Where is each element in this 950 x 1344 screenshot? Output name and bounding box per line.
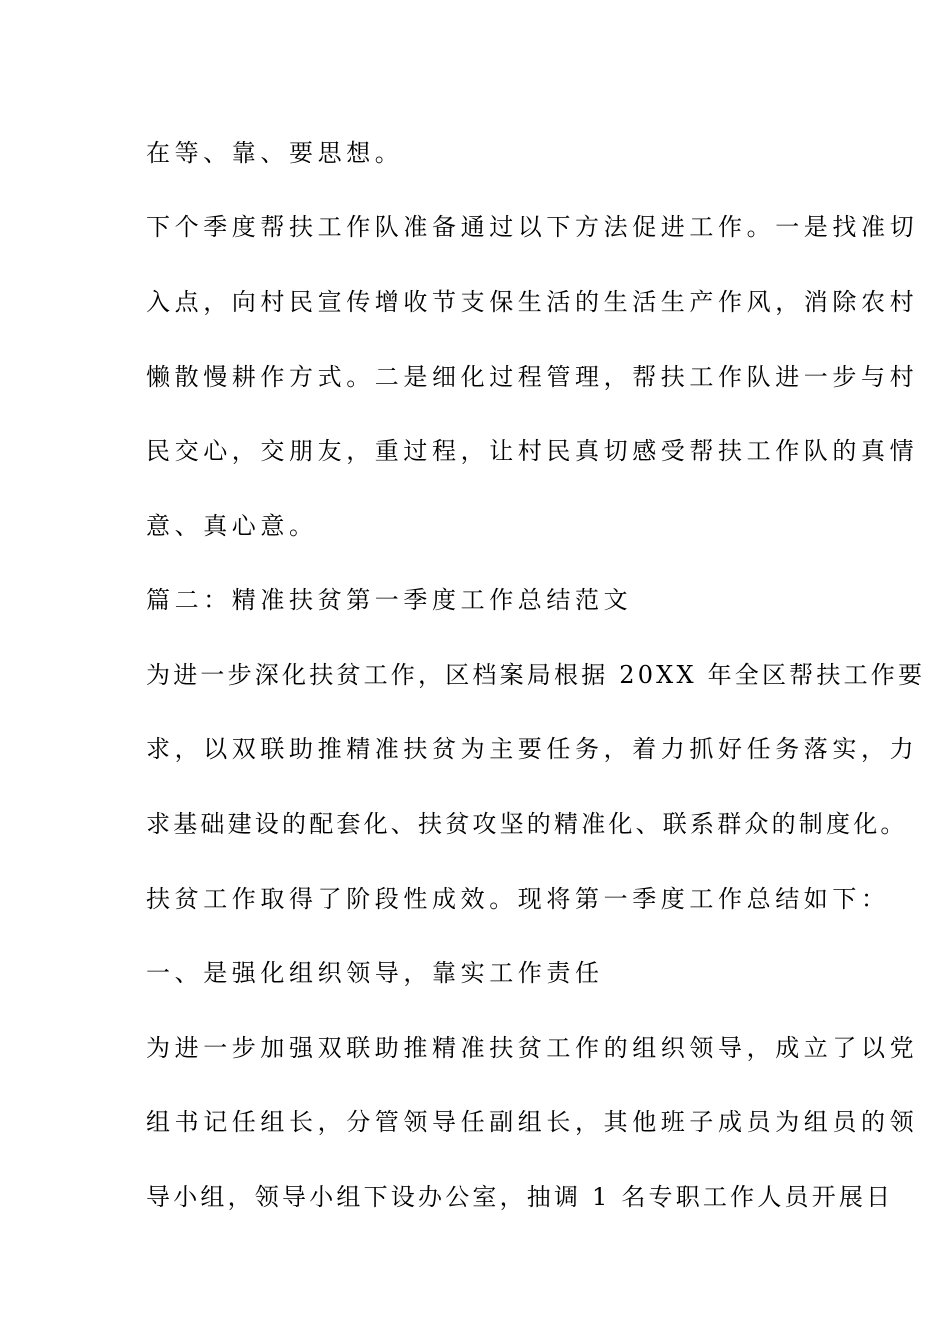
- text-line: 为进一步加强双联助推精准扶贫工作的组织领导，成立了以党: [146, 1034, 919, 1062]
- text-line: 为进一步深化扶贫工作，区档案局根据 20XX 年全区帮扶工作要: [146, 661, 926, 689]
- text-line: 意、真心意。: [146, 512, 318, 540]
- subsection-heading: 一、是强化组织领导，靠实工作责任: [146, 959, 604, 987]
- text-line: 下个季度帮扶工作队准备通过以下方法促进工作。一是找准切: [146, 213, 919, 241]
- text-line: 扶贫工作取得了阶段性成效。现将第一季度工作总结如下：: [146, 885, 890, 913]
- text-line: 导小组，领导小组下设办公室，抽调 1 名专职工作人员开展日: [146, 1183, 894, 1211]
- text-line: 求基础建设的配套化、扶贫攻坚的精准化、联系群众的制度化。: [146, 810, 908, 838]
- text-line: 在等、靠、要思想。: [146, 139, 404, 167]
- text-line: 求，以双联助推精准扶贫为主要任务，着力抓好任务落实，力: [146, 735, 919, 763]
- text-line: 民交心，交朋友，重过程，让村民真切感受帮扶工作队的真情: [146, 437, 919, 465]
- text-line: 组书记任组长，分管领导任副组长，其他班子成员为组员的领: [146, 1108, 919, 1136]
- text-line: 入点，向村民宣传增收节支保生活的生活生产作风，消除农村: [146, 288, 919, 316]
- section-heading: 篇二：精准扶贫第一季度工作总结范文: [146, 586, 633, 614]
- text-line: 懒散慢耕作方式。二是细化过程管理，帮扶工作队进一步与村: [146, 363, 919, 391]
